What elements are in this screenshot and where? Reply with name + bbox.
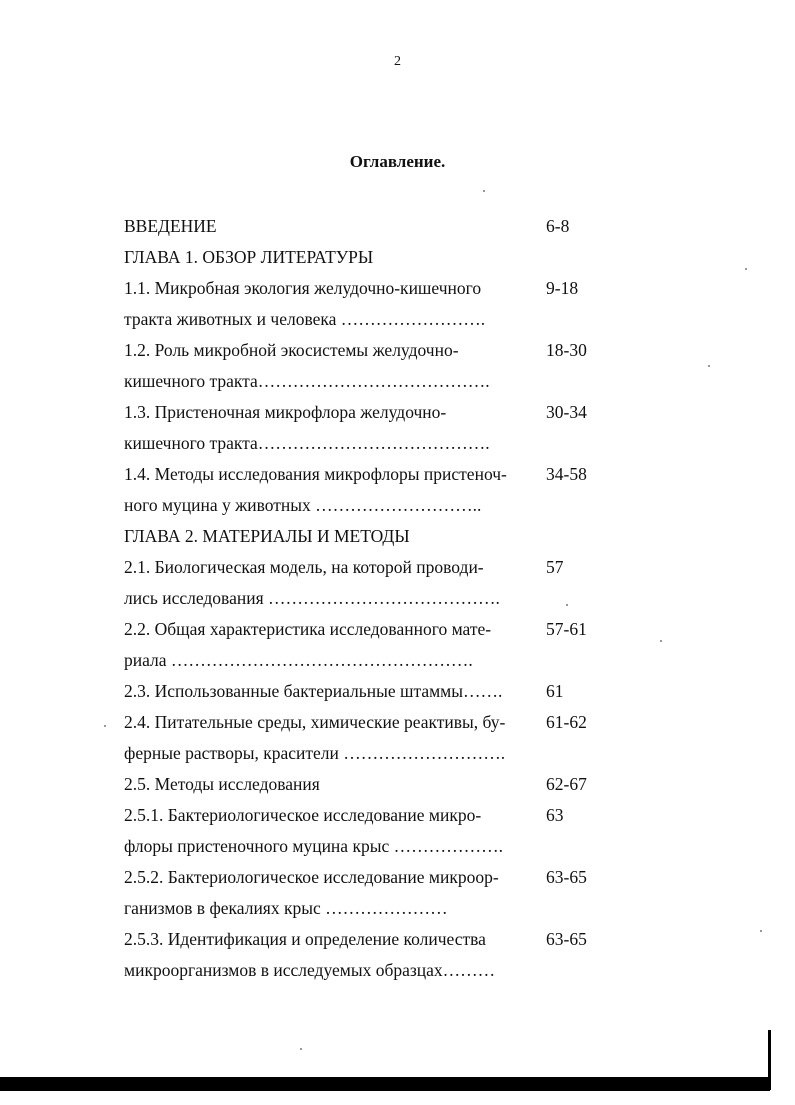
toc-entry-pages: 57	[546, 557, 564, 577]
toc-entry-text	[124, 800, 536, 862]
toc-entry-line: 2.1. Биологическая модель, на которой проводи-	[124, 557, 484, 577]
toc-entry-line: кишечного тракта………………………………….	[124, 371, 490, 391]
toc-entry-pages: 9-18	[546, 278, 579, 298]
toc-entry-chapter-2	[124, 521, 604, 552]
toc-entry-line: кишечного тракта………………………………….	[124, 433, 490, 453]
toc-entry-text	[124, 552, 536, 614]
toc-entry-text	[124, 924, 536, 986]
scan-speck	[760, 930, 762, 932]
toc-entry-line: 1.4. Методы исследования микрофлоры пристеноч-	[124, 464, 507, 484]
page-number: 2	[394, 54, 401, 69]
toc-entry-text	[124, 335, 536, 397]
scan-bottom-bar	[0, 1077, 770, 1091]
toc-entry-line: ферные растворы, красители ……………………….	[124, 743, 506, 763]
toc-entry-line: 2.3. Использованные бактериальные штаммы…….	[124, 681, 503, 701]
toc-entry-text	[124, 211, 536, 242]
toc-entry-line: флоры пристеночного муцина крыс ……………….	[124, 836, 503, 856]
toc-entry-1-4	[124, 459, 604, 521]
toc-entry-pages: 62-67	[546, 774, 587, 794]
scan-speck	[104, 725, 106, 727]
toc-entry-1-3	[124, 397, 604, 459]
toc-entry-pages: 57-61	[546, 619, 587, 639]
toc-entry-text	[124, 521, 536, 552]
toc-entry-line: 2.5.3. Идентификация и определение количества	[124, 929, 486, 949]
toc-entry-line: 2.5. Методы исследования	[124, 774, 320, 794]
toc-entry-chapter-1	[124, 242, 604, 273]
scan-speck	[483, 190, 485, 192]
toc-entry-introduction	[124, 211, 604, 242]
toc-entry-line: тракта животных и человека …………………….	[124, 309, 486, 329]
toc-entry-2-1	[124, 552, 604, 614]
toc-entry-line: ГЛАВА 1. ОБЗОР ЛИТЕРАТУРЫ	[124, 247, 374, 267]
toc-entry-line: ганизмов в фекалиях крыс …………………	[124, 898, 448, 918]
toc-entry-text	[124, 273, 536, 335]
toc-entry-pages: 63-65	[546, 867, 587, 887]
toc-entry-text	[124, 676, 536, 707]
toc-entry-1-2	[124, 335, 604, 397]
toc-entry-line: ВВЕДЕНИЕ	[124, 216, 217, 236]
scan-speck	[300, 1048, 302, 1050]
table-of-contents	[124, 211, 604, 986]
toc-entry-pages: 6-8	[546, 216, 570, 236]
toc-entry-pages: 61	[546, 681, 564, 701]
scan-speck	[745, 268, 747, 270]
toc-entry-2-2	[124, 614, 604, 676]
toc-entry-line: микроорганизмов в исследуемых образцах………	[124, 960, 496, 980]
toc-entry-text	[124, 862, 536, 924]
toc-entry-line: 1.3. Пристеночная микрофлора желудочно-	[124, 402, 447, 422]
toc-entry-text	[124, 397, 536, 459]
toc-entry-pages: 18-30	[546, 340, 587, 360]
toc-entry-line: 2.5.1. Бактериологическое исследование микро-	[124, 805, 482, 825]
toc-entry-line: лись исследования ………………………………….	[124, 588, 500, 608]
toc-entry-pages: 34-58	[546, 464, 587, 484]
toc-entry-pages: 63	[546, 805, 564, 825]
toc-entry-2-3	[124, 676, 604, 707]
toc-entry-text	[124, 707, 536, 769]
toc-entry-2-5-3	[124, 924, 604, 986]
toc-entry-line: риала …………………………………………….	[124, 650, 473, 670]
toc-entry-text	[124, 459, 536, 521]
toc-entry-line: 2.4. Питательные среды, химические реактивы, бу-	[124, 712, 506, 732]
toc-entry-pages: 61-62	[546, 712, 587, 732]
toc-entry-2-4	[124, 707, 604, 769]
document-title: Оглавление.	[349, 152, 446, 171]
toc-entry-text	[124, 242, 536, 273]
toc-entry-pages: 63-65	[546, 929, 587, 949]
toc-entry-2-5	[124, 769, 604, 800]
toc-entry-line: 2.2. Общая характеристика исследованного мате-	[124, 619, 492, 639]
scan-speck	[708, 365, 710, 367]
scan-speck	[566, 604, 568, 606]
toc-entry-line: 1.1. Микробная экология желудочно-кишечного	[124, 278, 482, 298]
scan-speck	[660, 640, 662, 642]
toc-entry-line: 2.5.2. Бактериологическое исследование микроор-	[124, 867, 499, 887]
toc-entry-1-1	[124, 273, 604, 335]
toc-entry-2-5-1	[124, 800, 604, 862]
toc-entry-line: ного муцина у животных ………………………..	[124, 495, 482, 515]
toc-entry-2-5-2	[124, 862, 604, 924]
toc-entry-line: ГЛАВА 2. МАТЕРИАЛЫ И МЕТОДЫ	[124, 526, 410, 546]
toc-entry-pages: 30-34	[546, 402, 587, 422]
toc-entry-line: 1.2. Роль микробной экосистемы желудочно-	[124, 340, 459, 360]
toc-entry-text	[124, 614, 536, 676]
toc-entry-text	[124, 769, 536, 800]
